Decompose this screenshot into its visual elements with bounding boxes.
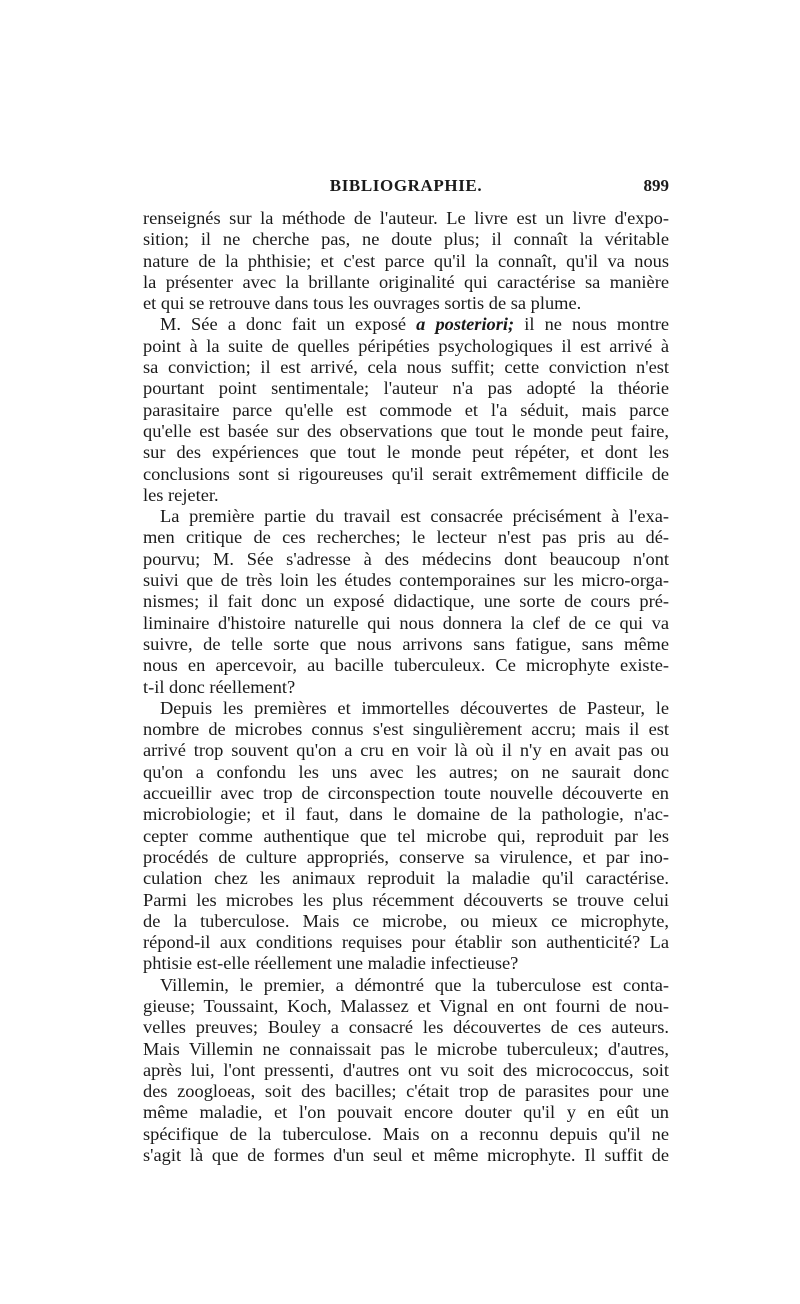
text-line: arrivé trop souvent qu'on a cru en voir là où il n'y en avait pas ou (143, 740, 669, 761)
text-line: Parmi les microbes les plus récemment découverts se trouve celui (143, 889, 669, 910)
text-line: nature de la phthisie; et c'est parce qu'il la connaît, qu'il va nous (143, 250, 669, 271)
text-line: les rejeter. (143, 484, 219, 505)
text-run: il ne nous montre (514, 314, 669, 335)
text-line: pourvu; M. Sée s'adresse à des médecins dont beaucoup n'ont (143, 548, 669, 569)
emphasis-a-posteriori: a posteriori; (416, 314, 515, 335)
text-line: nismes; il fait donc un exposé didactique, une sorte de cours pré- (143, 591, 669, 612)
text-line: spécifique de la tuberculose. Mais on a reconnu depuis qu'il ne (143, 1123, 669, 1144)
text-line: nous en apercevoir, au bacille tuberculeux. Ce microphyte existe- (143, 655, 669, 676)
text-line: sa conviction; il est arrivé, cela nous suffit; cette conviction n'est (143, 357, 669, 378)
text-line: Depuis les premières et immortelles découvertes de Pasteur, le (160, 697, 669, 718)
text-line: parasitaire parce qu'elle est commode et l'a séduit, mais parce (143, 399, 669, 420)
text-line: suivre, de telle sorte que nous arrivons sans fatigue, sans même (143, 633, 669, 654)
text-line: Villemin, le premier, a démontré que la tuberculose est conta- (160, 974, 669, 995)
text-line: culation chez les animaux reproduit la maladie qu'il caractérise. (143, 868, 669, 889)
text-line: point à la suite de quelles péripéties psychologiques il est arrivé à (143, 335, 669, 356)
text-line: microbiologie; et il faut, dans le domaine de la pathologie, n'ac- (143, 804, 669, 825)
text-line: gieuse; Toussaint, Koch, Malassez et Vignal en ont fourni de nou- (143, 995, 669, 1016)
text-line: cepter comme authentique que tel microbe qui, reproduit par les (143, 825, 669, 846)
text-line: La première partie du travail est consacrée précisément à l'exa- (160, 506, 669, 527)
paragraph-3 (143, 506, 669, 698)
text-line (143, 314, 669, 335)
paragraph-2 (143, 314, 669, 506)
text-line: conclusions sont si rigoureuses qu'il serait extrêmement difficile de (143, 463, 669, 484)
paragraph-5 (143, 975, 669, 1167)
text-line: sition; il ne cherche pas, ne doute plus; il connaît la véritable (143, 229, 669, 250)
text-line: liminaire d'histoire naturelle qui nous donnera la clef de ce qui va (143, 612, 669, 633)
text-line: renseignés sur la méthode de l'auteur. Le livre est un livre d'expo- (143, 208, 669, 228)
paragraph-4 (143, 698, 669, 975)
text-line: même maladie, et l'on pouvait encore douter qu'il y en eût un (143, 1102, 669, 1123)
text-line: après lui, l'ont pressenti, d'autres ont vu soit des micrococcus, soit (143, 1059, 669, 1080)
text-line: t-il donc réellement? (143, 676, 296, 697)
text-line: qu'on a confondu les uns avec les autres; on ne saurait donc (143, 761, 669, 782)
text-line: phtisie est-elle réellement une maladie infectieuse? (143, 953, 519, 974)
text-line: Mais Villemin ne connaissait pas le microbe tuberculeux; d'autres, (143, 1038, 669, 1059)
page-number: 899 (643, 176, 669, 195)
text-line: nombre de microbes connus s'est singulièrement accru; mais il est (143, 719, 669, 740)
text-line: velles preuves; Bouley a consacré les découvertes de ces auteurs. (143, 1017, 669, 1038)
text-line: s'agit là que de formes d'un seul et même microphyte. Il suffit de (143, 1145, 669, 1166)
text-line: qu'elle est basée sur des observations que tout le monde peut faire, (143, 420, 669, 441)
body-text (143, 208, 669, 1166)
text-run: M. Sée a donc fait un exposé (160, 314, 417, 335)
text-line: sur des expériences que tout le monde peut répéter, et dont les (143, 442, 669, 463)
paragraph-1 (143, 208, 669, 314)
text-line: pourtant point sentimentale; l'auteur n'a pas adopté la théorie (143, 378, 669, 399)
text-line: la présenter avec la brillante originalité qui caractérise sa manière (143, 271, 669, 292)
running-title: BIBLIOGRAPHIE. (329, 176, 483, 195)
running-head (143, 176, 669, 204)
text-line: suivi que de très loin les études contemporaines sur les micro-orga- (143, 570, 669, 591)
text-line: procédés de culture appropriés, conserve sa virulence, et par ino- (143, 846, 669, 867)
text-line: répond-il aux conditions requises pour établir son authenticité? La (143, 932, 669, 953)
text-line: accueillir avec trop de circonspection toute nouvelle découverte en (143, 783, 669, 804)
text-line: de la tuberculose. Mais ce microbe, ou mieux ce microphyte, (143, 910, 669, 931)
text-line: et qui se retrouve dans tous les ouvrages sortis de sa plume. (143, 293, 582, 314)
text-line: des zoogloeas, soit des bacilles; c'était trop de parasites pour une (143, 1081, 669, 1102)
text-line: men critique de ces recherches; le lecteur n'est pas pris au dé- (143, 527, 669, 548)
